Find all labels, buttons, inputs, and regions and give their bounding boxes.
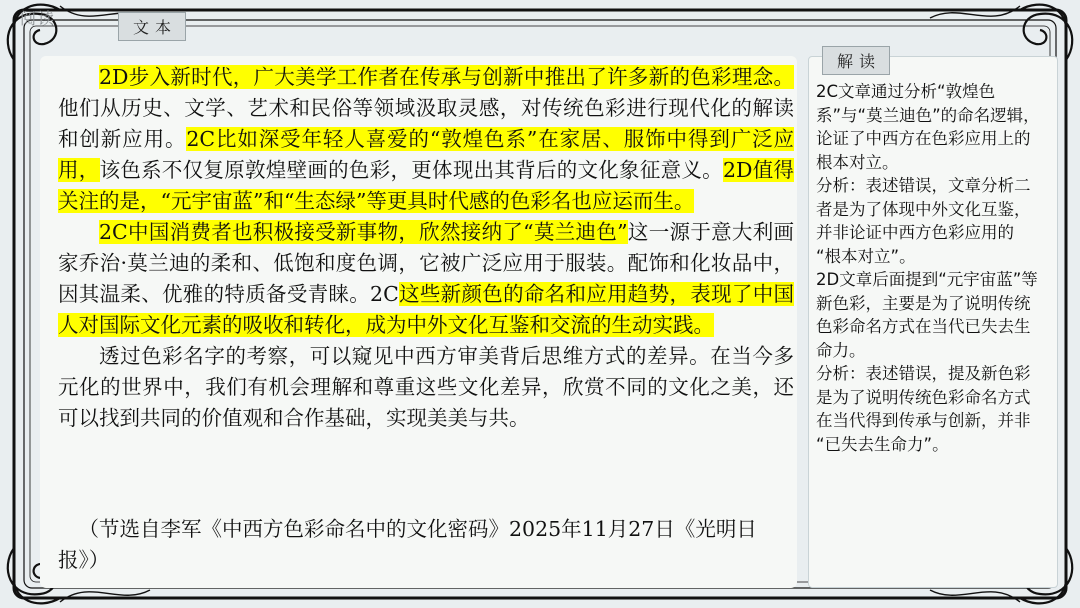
paragraph-3: 透过色彩名字的考察，可以窥见中西方审美背后思维方式的差异。在当今多元化的世界中，我们有机会理解和尊重这些文化差异，欣赏不同的文化之美，还可以找到共同的价值观和合作基础，实现美美与共。 (58, 344, 794, 430)
interpretation-notes (816, 80, 1042, 456)
sentence: 该色系不仅复原敦煌壁画的色彩，更体现出其背后的文化象征意义。 (99, 158, 723, 182)
paragraph-2 (58, 217, 794, 341)
highlight-2d-2: 2D值得关注的是，“元宇宙蓝”和“生态绿”等更具时代感的色彩名也应运而生。 (58, 158, 795, 213)
source-citation: （节选自李军《中西方色彩命名中的文化密码》2025年11月27日《光明日报》） (58, 517, 757, 572)
sentence: 这一源于意大利画家乔治·莫兰迪的柔和、低饱和度色调，它被广泛应用于服装。配饰和化妆品中，因其温柔、优雅的特质备受青睐。2C (58, 220, 795, 306)
highlight-2c-2: 2C中国消费者也积极接受新事物，欣然接纳了“莫兰迪色” (99, 220, 628, 244)
paragraph-1 (58, 62, 794, 217)
note-2c-analysis: 分析：表述错误，文章分析二者是为了体现中外文化互鉴，并非论证中西方色彩应用的 “根本对立”。 (816, 176, 1031, 266)
highlight-2c-3: 这些新颜色的命名和应用趋势，表现了中国人对国际文化元素的吸收和转化，成为中外文化互鉴和交流的生动实践。 (58, 282, 795, 337)
note-2d-analysis: 分析：表述错误，提及新色彩是为了说明传统色彩命名方式在当代得到传承与创新，并非 “已失去生命力”。 (816, 364, 1031, 454)
corner-label: 阅读 (20, 9, 57, 28)
article-body (58, 62, 794, 434)
text-tag: 文本 (118, 12, 186, 41)
highlight-2d-1: 2D步入新时代，广大美学工作者在传承与创新中推出了许多新的色彩理念。 (99, 65, 794, 89)
note-2c-claim: 2C文章通过分析“敦煌色系”与“莫兰迪色”的命名逻辑，论证了中西方在色彩应用上的根本对立。 (816, 82, 1040, 172)
note-2d-claim: 2D文章后面提到“元宇宙蓝”等新色彩，主要是为了说明传统色彩命名方式在当代已失去生命力。 (816, 270, 1038, 360)
highlight-2c-1: 2C比如深受年轻人喜爱的“敦煌色系”在家居、服饰中得到广泛应用， (58, 127, 795, 182)
sentence: 他们从历史、文学、艺术和民俗等领域汲取灵感，对传统色彩进行现代化的解读和创新应用。 (58, 96, 794, 151)
interpretation-tag: 解读 (822, 46, 890, 75)
